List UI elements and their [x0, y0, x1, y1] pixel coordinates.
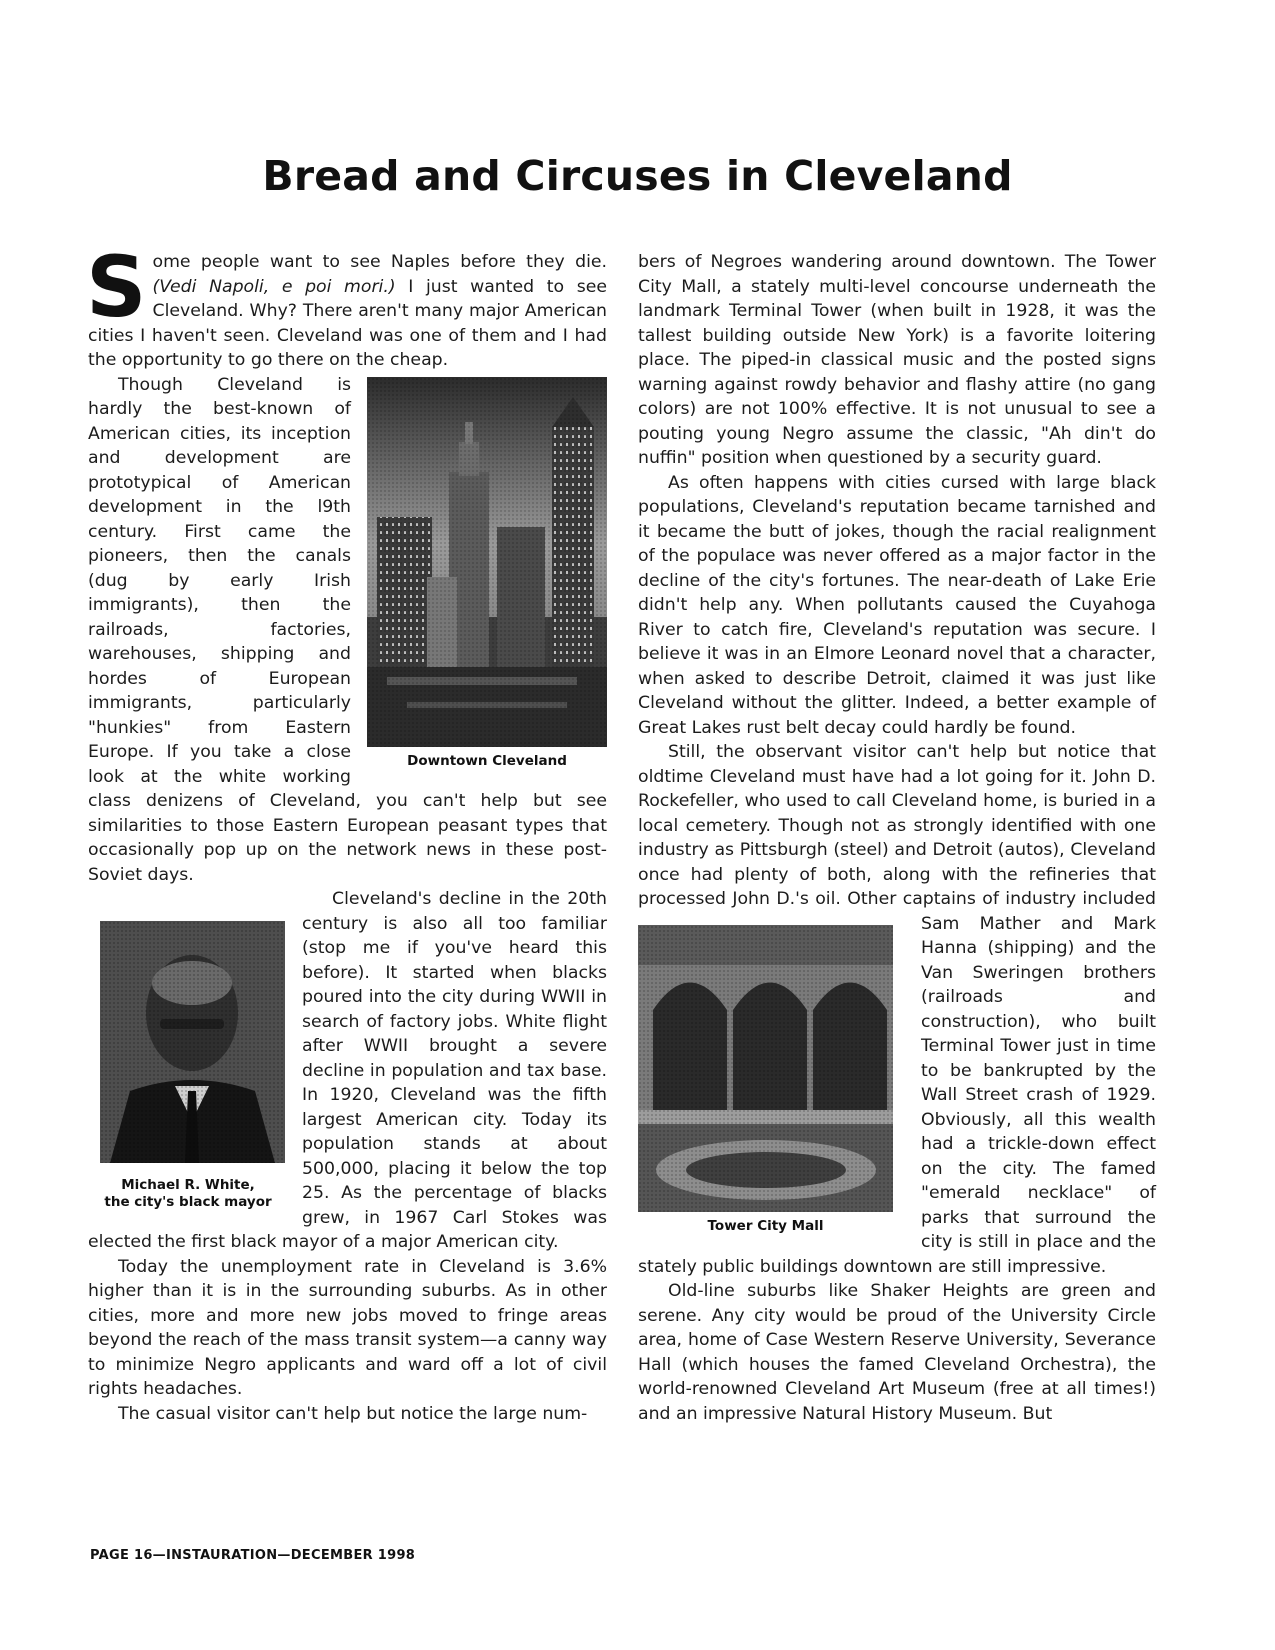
oldtime-text: Still, the observant visitor can't help but notice that oldtime Cleveland must have had a lot going for it. John D. Rockefeller, who used to call Cleveland home, is buried in a local cemetery. Though not as strongly identified with one industry as Pittsburgh (steel) and Detroit (autos), Cleveland once had plenty of both, along with the refineries that processed John D.'s oil. Other captains of industry included Sam Mather and Mark Hanna (shipping) and the Van Sweringen brothers (railroads and construction), who built Terminal Tower just in time to be bankrupted by the Wall Street crash of 1929. Obviously, all this wealth had a trickle-down effect on the city. The famed "emerald necklace" of parks that surround the city is still in place and the stately public buildings downtown are still impressive. — [638, 742, 1156, 1277]
paragraph-decline: Cleveland's decline in the 20th century is also all too familiar (stop me if you've heard this before). It started when blacks poured into the city during WWII in search of factory jobs. White flight after WWII brought a severe decline in population and tax base. In 1920, Cleveland was the fifth largest American city. Today its population stands at about 500,000, placing it below the top 25. As the percentage of blacks grew, in 1967 Carl Stokes was elected the first black mayor of a major American city. — [88, 889, 607, 1252]
paragraph-intro — [86, 238, 607, 373]
intro-lead-text: ome people want to see Naples before they die. — [152, 252, 607, 272]
caption-downtown-cleveland: Downtown Cleveland — [407, 752, 567, 769]
drop-cap: S — [86, 238, 147, 336]
figure-downtown-cleveland — [367, 377, 607, 770]
intro-italic-quote: (Vedi Napoli, e poi mori.) — [152, 276, 396, 297]
mayor-portrait-photo — [100, 921, 285, 1163]
paragraph-tower-city: bers of Negroes wandering around downtown. The Tower City Mall, a stately multi-level concourse underneath the landmark Terminal Tower (when built in 1928, it was the tallest building outside New York) is a favorite loitering place. The piped-in classical music and the posted signs warning against rowdy behavior and flashy attire (no gang colors) are not 100% effective. It is not unusual to see a pouting young Negro assume the classic, "Ah din't do nuffin" position when questioned by a security guard. — [638, 252, 1156, 468]
page-footer: PAGE 16—INSTAURATION—DECEMBER 1998 — [90, 1548, 416, 1563]
paragraph-casual-visitor: The casual visitor can't help but notice the large num- — [118, 1403, 588, 1424]
paragraph-history: Though Cleveland is hardly the best-known of American cities, its inception and development are prototypical of American development in the l9th century. First came the pioneers, then the canals (dug by early Irish immigrants), then the railroads, factories, warehouses, shipping and hordes of European immigrants, particularly "hunkies" from Eastern Europe. If you take a close look at the white working class denizens of Cleveland, you can't help but see similarities to those Eastern European peasant types that occasionally pop up on the network news in these post-Soviet days. — [88, 374, 607, 885]
intro-rest-text: I just wanted to see Cleveland. Why? There aren't many major American cities I haven't seen. Cleveland was one of them and I had the opportunity to go there on the cheap. — [88, 276, 607, 370]
article-title: Bread and Circuses in Cleveland — [262, 152, 1013, 200]
tower-city-mall-photo — [638, 925, 893, 1212]
left-column — [86, 238, 607, 1426]
paragraph-suburbs: Old-line suburbs like Shaker Heights are green and serene. Any city would be proud of the University Circle area, home of Case Western Reserve University, Severance Hall (which houses the famed Cleveland Orchestra), the world-renowned Cleveland Art Museum (free at all times!) and an impressive Natural History Museum. But — [638, 1281, 1156, 1424]
caption-tower-city-mall: Tower City Mall — [707, 1218, 824, 1234]
paragraph-reputation: As often happens with cities cursed with large black populations, Cleveland's reputation became tarnished and it became the butt of jokes, though the racial realignment of the populace was never offered as a major factor in the decline of the city's fortunes. The near-death of Lake Erie didn't help any. When pollutants caused the Cuyahoga River to catch fire, Cleveland's reputation was secure. I believe it was in an Elmore Leonard novel that a character, when asked to describe Detroit, claimed it was just like Cleveland without the glitter. Indeed, a better example of Great Lakes rust belt decay could hardly be found. — [638, 472, 1156, 738]
caption-mayor-name: Michael R. White, — [121, 1177, 255, 1193]
downtown-cleveland-photo — [367, 377, 607, 747]
figure-mayor — [88, 921, 288, 1211]
paragraph-unemployment: Today the unemployment rate in Cleveland is 3.6% higher than it is in the surrounding suburbs. As in other cities, more and more new jobs moved to fringe areas beyond the reach of the mass transit system—a canny way to minimize Negro applicants and ward off a lot of civil rights headaches. — [88, 1256, 607, 1399]
caption-mayor-desc: the city's black mayor — [104, 1194, 272, 1210]
right-column — [638, 250, 1156, 1426]
figure-tower-city-mall — [638, 925, 908, 1235]
